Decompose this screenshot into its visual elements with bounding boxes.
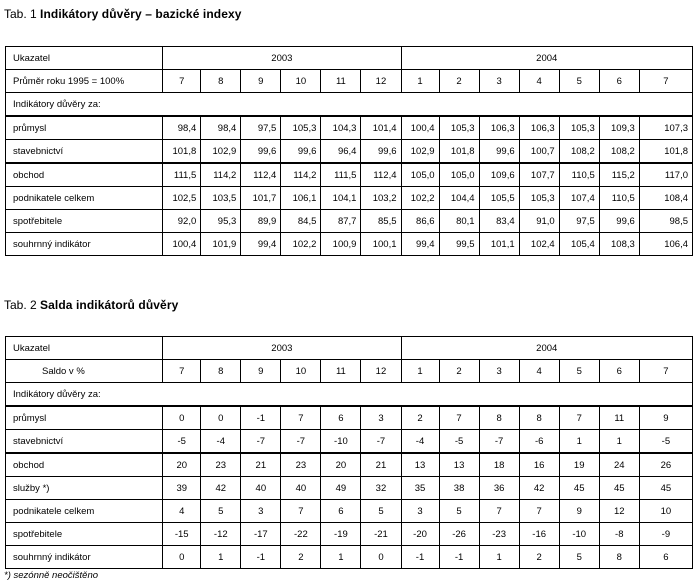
table-cell: 99,5 — [439, 233, 479, 256]
table1-month-header: 2 — [439, 70, 479, 93]
table2-section-row — [6, 383, 693, 407]
table-cell: 2 — [281, 546, 321, 569]
table-cell: 105,3 — [519, 187, 559, 210]
table-cell: 36 — [479, 477, 519, 500]
table-cell: 5 — [559, 546, 599, 569]
table-row — [6, 187, 693, 210]
table1 — [5, 46, 693, 256]
table-cell: 95,3 — [201, 210, 241, 233]
table-cell: 108,4 — [639, 187, 692, 210]
table1-month-header: 12 — [361, 70, 401, 93]
table-cell: -22 — [281, 523, 321, 546]
table2-month-row — [6, 360, 693, 383]
table-cell: 110,5 — [599, 187, 639, 210]
table-cell: 102,9 — [201, 140, 241, 164]
table-cell: 101,9 — [201, 233, 241, 256]
table-cell: 99,6 — [599, 210, 639, 233]
table-cell: 101,8 — [439, 140, 479, 164]
table2-month-header: 12 — [361, 360, 401, 383]
table-cell: 0 — [163, 406, 201, 430]
table-row — [6, 163, 693, 187]
table-cell: 83,4 — [479, 210, 519, 233]
table-cell: 111,5 — [321, 163, 361, 187]
table-cell: 101,8 — [163, 140, 201, 164]
row-label: podnikatele celkem — [6, 187, 163, 210]
table1-month-header: 4 — [519, 70, 559, 93]
row-label: stavebnictví — [6, 430, 163, 454]
table-cell: 40 — [281, 477, 321, 500]
table-cell: 100,4 — [401, 116, 439, 140]
table-cell: -7 — [361, 430, 401, 454]
table-cell: 104,1 — [321, 187, 361, 210]
table-cell: 0 — [361, 546, 401, 569]
table-cell: -8 — [599, 523, 639, 546]
table2-base-label: Saldo v % — [6, 360, 163, 383]
table-cell: 115,2 — [599, 163, 639, 187]
table-row — [6, 233, 693, 256]
table-row — [6, 546, 693, 569]
table1-month-row — [6, 70, 693, 93]
row-label: obchod — [6, 163, 163, 187]
table-cell: 39 — [163, 477, 201, 500]
table-row — [6, 500, 693, 523]
table-cell: 9 — [639, 406, 692, 430]
table-cell: 2 — [519, 546, 559, 569]
table-cell: 92,0 — [163, 210, 201, 233]
table-cell: 105,4 — [559, 233, 599, 256]
table2-year-row — [6, 337, 693, 360]
table-cell: 102,5 — [163, 187, 201, 210]
table1-section-row — [6, 93, 693, 117]
table-cell: -20 — [401, 523, 439, 546]
table-cell: 0 — [201, 406, 241, 430]
table2-title: Tab. 2 Salda indikátorů důvěry — [4, 298, 179, 312]
table-cell: -1 — [241, 406, 281, 430]
table-cell: 99,6 — [479, 140, 519, 164]
table-cell: 1 — [201, 546, 241, 569]
table-cell: 7 — [281, 406, 321, 430]
table-cell: 6 — [321, 500, 361, 523]
table1-month-header: 7 — [163, 70, 201, 93]
table-cell: 8 — [599, 546, 639, 569]
table-cell: 26 — [639, 453, 692, 477]
table1-month-header: 10 — [281, 70, 321, 93]
table-cell: 91,0 — [519, 210, 559, 233]
table-cell: 101,8 — [639, 140, 692, 164]
table-cell: 111,5 — [163, 163, 201, 187]
table-cell: 103,2 — [361, 187, 401, 210]
table2-section-label: Indikátory důvěry za: — [6, 383, 693, 407]
table-cell: 110,5 — [559, 163, 599, 187]
table-cell: 84,5 — [281, 210, 321, 233]
table-cell: 99,6 — [281, 140, 321, 164]
table-cell: 5 — [201, 500, 241, 523]
table-cell: -1 — [241, 546, 281, 569]
table1-month-header: 8 — [201, 70, 241, 93]
table-cell: -10 — [559, 523, 599, 546]
table-cell: 42 — [519, 477, 559, 500]
table-cell: 3 — [401, 500, 439, 523]
table2-label-header: Ukazatel — [6, 337, 163, 360]
table-cell: 5 — [439, 500, 479, 523]
table1-month-header: 11 — [321, 70, 361, 93]
table-cell: -7 — [281, 430, 321, 454]
table-cell: 7 — [479, 500, 519, 523]
table-cell: 101,4 — [361, 116, 401, 140]
table-cell: 16 — [519, 453, 559, 477]
table2-month-header: 4 — [519, 360, 559, 383]
row-label: služby *) — [6, 477, 163, 500]
table-cell: 98,5 — [639, 210, 692, 233]
table2-month-header: 7 — [163, 360, 201, 383]
table-cell: 10 — [639, 500, 692, 523]
footnote: *) sezónně neočištěno — [4, 570, 99, 581]
table-cell: 101,7 — [241, 187, 281, 210]
row-label: obchod — [6, 453, 163, 477]
table-cell: 1 — [559, 430, 599, 454]
row-label: průmysl — [6, 116, 163, 140]
table-cell: 107,7 — [519, 163, 559, 187]
table-cell: 112,4 — [361, 163, 401, 187]
table-cell: 105,0 — [439, 163, 479, 187]
table-cell: 105,3 — [439, 116, 479, 140]
table-cell: -6 — [519, 430, 559, 454]
table-cell: 102,2 — [401, 187, 439, 210]
table2 — [5, 336, 693, 569]
table-cell: 42 — [201, 477, 241, 500]
table1-month-header: 1 — [401, 70, 439, 93]
table-cell: 107,4 — [559, 187, 599, 210]
table-cell: 114,2 — [281, 163, 321, 187]
table-cell: 7 — [281, 500, 321, 523]
table-cell: -7 — [479, 430, 519, 454]
table-cell: -9 — [639, 523, 692, 546]
table1-month-header: 6 — [599, 70, 639, 93]
table-cell: 35 — [401, 477, 439, 500]
table1-base-label: Průměr roku 1995 = 100% — [6, 70, 163, 93]
row-label: průmysl — [6, 406, 163, 430]
table2-month-header: 9 — [241, 360, 281, 383]
table-cell: 109,3 — [599, 116, 639, 140]
table2-month-header: 1 — [401, 360, 439, 383]
table-cell: 9 — [559, 500, 599, 523]
table1-section-label: Indikátory důvěry za: — [6, 93, 693, 117]
table-cell: 106,4 — [639, 233, 692, 256]
table-cell: 13 — [439, 453, 479, 477]
table-row — [6, 477, 693, 500]
row-label: spotřebitele — [6, 523, 163, 546]
table-cell: 108,3 — [599, 233, 639, 256]
table-row — [6, 116, 693, 140]
table1-month-header: 3 — [479, 70, 519, 93]
table-cell: 102,2 — [281, 233, 321, 256]
table1-year-2004: 2004 — [401, 47, 693, 70]
table-cell: 45 — [599, 477, 639, 500]
table-cell: 99,6 — [241, 140, 281, 164]
table-cell: 100,9 — [321, 233, 361, 256]
table-cell: 7 — [519, 500, 559, 523]
table1-label-header: Ukazatel — [6, 47, 163, 70]
table-cell: 96,4 — [321, 140, 361, 164]
table-cell: 21 — [361, 453, 401, 477]
table-cell: 3 — [241, 500, 281, 523]
table-cell: -26 — [439, 523, 479, 546]
table-cell: 101,1 — [479, 233, 519, 256]
table-cell: 112,4 — [241, 163, 281, 187]
table-cell: 8 — [519, 406, 559, 430]
table2-year-2004: 2004 — [401, 337, 693, 360]
table2-month-header: 6 — [599, 360, 639, 383]
table-cell: 7 — [559, 406, 599, 430]
table-cell: -5 — [439, 430, 479, 454]
table1-month-header: 9 — [241, 70, 281, 93]
row-label: souhrnný indikátor — [6, 233, 163, 256]
table-row — [6, 210, 693, 233]
table1-month-header: 5 — [559, 70, 599, 93]
table-cell: 108,2 — [559, 140, 599, 164]
table-cell: 105,3 — [281, 116, 321, 140]
table-cell: -16 — [519, 523, 559, 546]
table-cell: 20 — [163, 453, 201, 477]
table-cell: 98,4 — [163, 116, 201, 140]
row-label: spotřebitele — [6, 210, 163, 233]
table-cell: -4 — [401, 430, 439, 454]
table-cell: 98,4 — [201, 116, 241, 140]
table-cell: 106,3 — [519, 116, 559, 140]
table-cell: 100,7 — [519, 140, 559, 164]
table-cell: 1 — [479, 546, 519, 569]
table-cell: -17 — [241, 523, 281, 546]
table-cell: 104,3 — [321, 116, 361, 140]
table-cell: 105,0 — [401, 163, 439, 187]
table-cell: 89,9 — [241, 210, 281, 233]
table1-title: Tab. 1 Indikátory důvěry – bazické indexy — [4, 7, 242, 21]
table-cell: 13 — [401, 453, 439, 477]
table-cell: 4 — [163, 500, 201, 523]
table2-month-header: 5 — [559, 360, 599, 383]
table2-year-2003: 2003 — [163, 337, 401, 360]
table-cell: 80,1 — [439, 210, 479, 233]
table-cell: 11 — [599, 406, 639, 430]
table-cell: 38 — [439, 477, 479, 500]
table-cell: 49 — [321, 477, 361, 500]
table-cell: 21 — [241, 453, 281, 477]
table-cell: 97,5 — [559, 210, 599, 233]
table-cell: 2 — [401, 406, 439, 430]
table-cell: 7 — [439, 406, 479, 430]
table-cell: -5 — [639, 430, 692, 454]
table-cell: 23 — [281, 453, 321, 477]
table-cell: 100,4 — [163, 233, 201, 256]
table-cell: 117,0 — [639, 163, 692, 187]
table1-year-row — [6, 47, 693, 70]
table-cell: 8 — [479, 406, 519, 430]
table-cell: -7 — [241, 430, 281, 454]
table-row — [6, 406, 693, 430]
table-cell: 3 — [361, 406, 401, 430]
table2-month-header: 8 — [201, 360, 241, 383]
table-cell: 97,5 — [241, 116, 281, 140]
table-cell: -21 — [361, 523, 401, 546]
table-row — [6, 523, 693, 546]
table-cell: 109,6 — [479, 163, 519, 187]
table-cell: -10 — [321, 430, 361, 454]
table-cell: 12 — [599, 500, 639, 523]
table-cell: 86,6 — [401, 210, 439, 233]
row-label: podnikatele celkem — [6, 500, 163, 523]
table-cell: -1 — [401, 546, 439, 569]
table1-month-header: 7 — [639, 70, 692, 93]
table-cell: -15 — [163, 523, 201, 546]
table-cell: 107,3 — [639, 116, 692, 140]
table-cell: 18 — [479, 453, 519, 477]
table-cell: 45 — [639, 477, 692, 500]
table-cell: -1 — [439, 546, 479, 569]
table-cell: 6 — [321, 406, 361, 430]
table-cell: 1 — [599, 430, 639, 454]
table-cell: 99,4 — [401, 233, 439, 256]
table-cell: -19 — [321, 523, 361, 546]
table2-month-header: 7 — [639, 360, 692, 383]
table-cell: 103,5 — [201, 187, 241, 210]
table-cell: 32 — [361, 477, 401, 500]
table-cell: -23 — [479, 523, 519, 546]
table-cell: 85,5 — [361, 210, 401, 233]
table-row — [6, 140, 693, 164]
table-cell: 0 — [163, 546, 201, 569]
table2-month-header: 3 — [479, 360, 519, 383]
table-cell: 19 — [559, 453, 599, 477]
row-label: souhrnný indikátor — [6, 546, 163, 569]
table-cell: 87,7 — [321, 210, 361, 233]
table-cell: 5 — [361, 500, 401, 523]
table-cell: 23 — [201, 453, 241, 477]
table-cell: 106,1 — [281, 187, 321, 210]
table-cell: 40 — [241, 477, 281, 500]
table-cell: 45 — [559, 477, 599, 500]
table2-month-header: 2 — [439, 360, 479, 383]
table-cell: 6 — [639, 546, 692, 569]
table-cell: 1 — [321, 546, 361, 569]
table-row — [6, 453, 693, 477]
table-row — [6, 430, 693, 454]
table2-month-header: 11 — [321, 360, 361, 383]
table-cell: 102,9 — [401, 140, 439, 164]
table1-year-2003: 2003 — [163, 47, 401, 70]
table-cell: 20 — [321, 453, 361, 477]
table-cell: 24 — [599, 453, 639, 477]
table-cell: -4 — [201, 430, 241, 454]
table-cell: 100,1 — [361, 233, 401, 256]
table-cell: 105,3 — [559, 116, 599, 140]
table2-month-header: 10 — [281, 360, 321, 383]
table-cell: 104,4 — [439, 187, 479, 210]
table-cell: -5 — [163, 430, 201, 454]
table-cell: 106,3 — [479, 116, 519, 140]
table-cell: 105,5 — [479, 187, 519, 210]
table-cell: 114,2 — [201, 163, 241, 187]
table-cell: -12 — [201, 523, 241, 546]
table-cell: 99,6 — [361, 140, 401, 164]
table-cell: 108,2 — [599, 140, 639, 164]
table-cell: 102,4 — [519, 233, 559, 256]
table-cell: 99,4 — [241, 233, 281, 256]
row-label: stavebnictví — [6, 140, 163, 164]
